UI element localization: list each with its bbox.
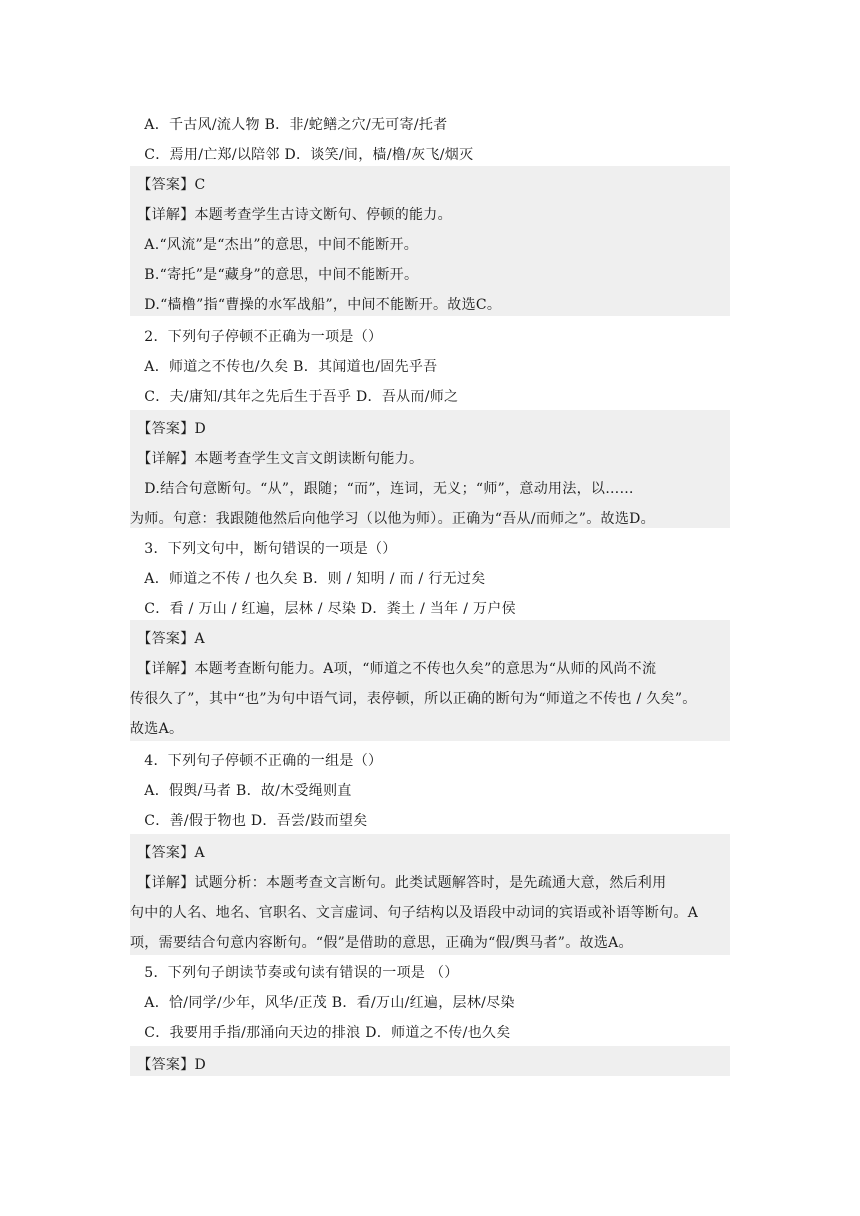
answer-line: 【答案】D — [130, 421, 207, 437]
explanation-line: 为师。句意：我跟随他然后向他学习（以他为师）。正确为“吾从/而师之”。故选D。 — [130, 511, 655, 527]
option-line: C．我要用手指/那涌向天边的排浪 D．师道之不传/也久矣 — [130, 1025, 511, 1041]
explanation-line: 句中的人名、地名、官职名、文言虚词、句子结构以及语段中动词的宾语或补语等断句。A — [130, 905, 699, 921]
question-line: 5．下列句子朗读节奏或句读有错误的一项是 （） — [130, 965, 459, 981]
option-line: A．恰/同学/少年，风华/正茂 B．看/万山/红遍，层林/尽染 — [130, 995, 515, 1011]
explanation-line: D.结合句意断句。“从”，跟随；“而”，连词，无义；“师”，意动用法，以…… — [130, 481, 634, 497]
explanation-line: D.“樯橹”指“曹操的水军战船”，中间不能断开。故选C。 — [130, 297, 502, 313]
option-line: C．看 / 万山 / 红遍，层林 / 尽染 D．粪土 / 当年 / 万户侯 — [130, 601, 516, 617]
explanation-line: 【详解】本题考查学生古诗文断句、停顿的能力。 — [130, 207, 452, 223]
answer-line: 【答案】A — [130, 631, 205, 647]
answer-line: 【答案】A — [130, 845, 205, 861]
answer-line: 【答案】D — [130, 1057, 207, 1073]
question-line: 3．下列文句中，断句错误的一项是（） — [130, 541, 397, 557]
question-line: 2．下列句子停顿不正确为一项是（） — [130, 329, 383, 345]
explanation-line: 故选A。 — [130, 721, 184, 737]
text-line: C．焉用/亡郑/以陪邻 D．谈笑/间，樯/橹/灰飞/烟灭 — [130, 147, 474, 163]
explanation-line: 【详解】试题分析：本题考查文言断句。此类试题解答时，是先疏通大意，然后利用 — [130, 875, 667, 891]
question-line: 4．下列句子停顿不正确的一组是（） — [130, 753, 383, 769]
option-line: A．师道之不传也/久矣 B．其闻道也/固先乎吾 — [130, 359, 438, 375]
explanation-line: 项，需要结合句意内容断句。“假”是借助的意思，正确为“假/舆马者”。故选A。 — [130, 935, 633, 951]
text-line: A．千古风/流人物 B．非/蛇鳝之穴/无可寄/托者 — [130, 117, 448, 133]
explanation-line: 【详解】本题考查断句能力。A项，“师道之不传也久矣”的意思为“从师的风尚不流 — [130, 661, 657, 677]
explanation-line: A.“风流”是“杰出”的意思，中间不能断开。 — [130, 237, 419, 253]
option-line: A．师道之不传 / 也久矣 B．则 / 知明 / 而 / 行无过矣 — [130, 571, 486, 587]
explanation-line: 传很久了”，其中“也”为句中语气词，表停顿，所以正确的断句为“师道之不传也 / 久矣”。 — [130, 691, 697, 707]
option-line: C．夫/庸知/其年之先后生于吾乎 D．吾从而/师之 — [130, 389, 459, 405]
explanation-line: 【详解】本题考查学生文言文朗读断句能力。 — [130, 451, 424, 467]
option-line: C．善/假于物也 D．吾尝/跂而望矣 — [130, 813, 368, 829]
option-line: A．假舆/马者 B．故/木受绳则直 — [130, 783, 352, 799]
explanation-line: B.“寄托”是“藏身”的意思，中间不能断开。 — [130, 267, 419, 283]
answer-line: 【答案】C — [130, 177, 206, 193]
